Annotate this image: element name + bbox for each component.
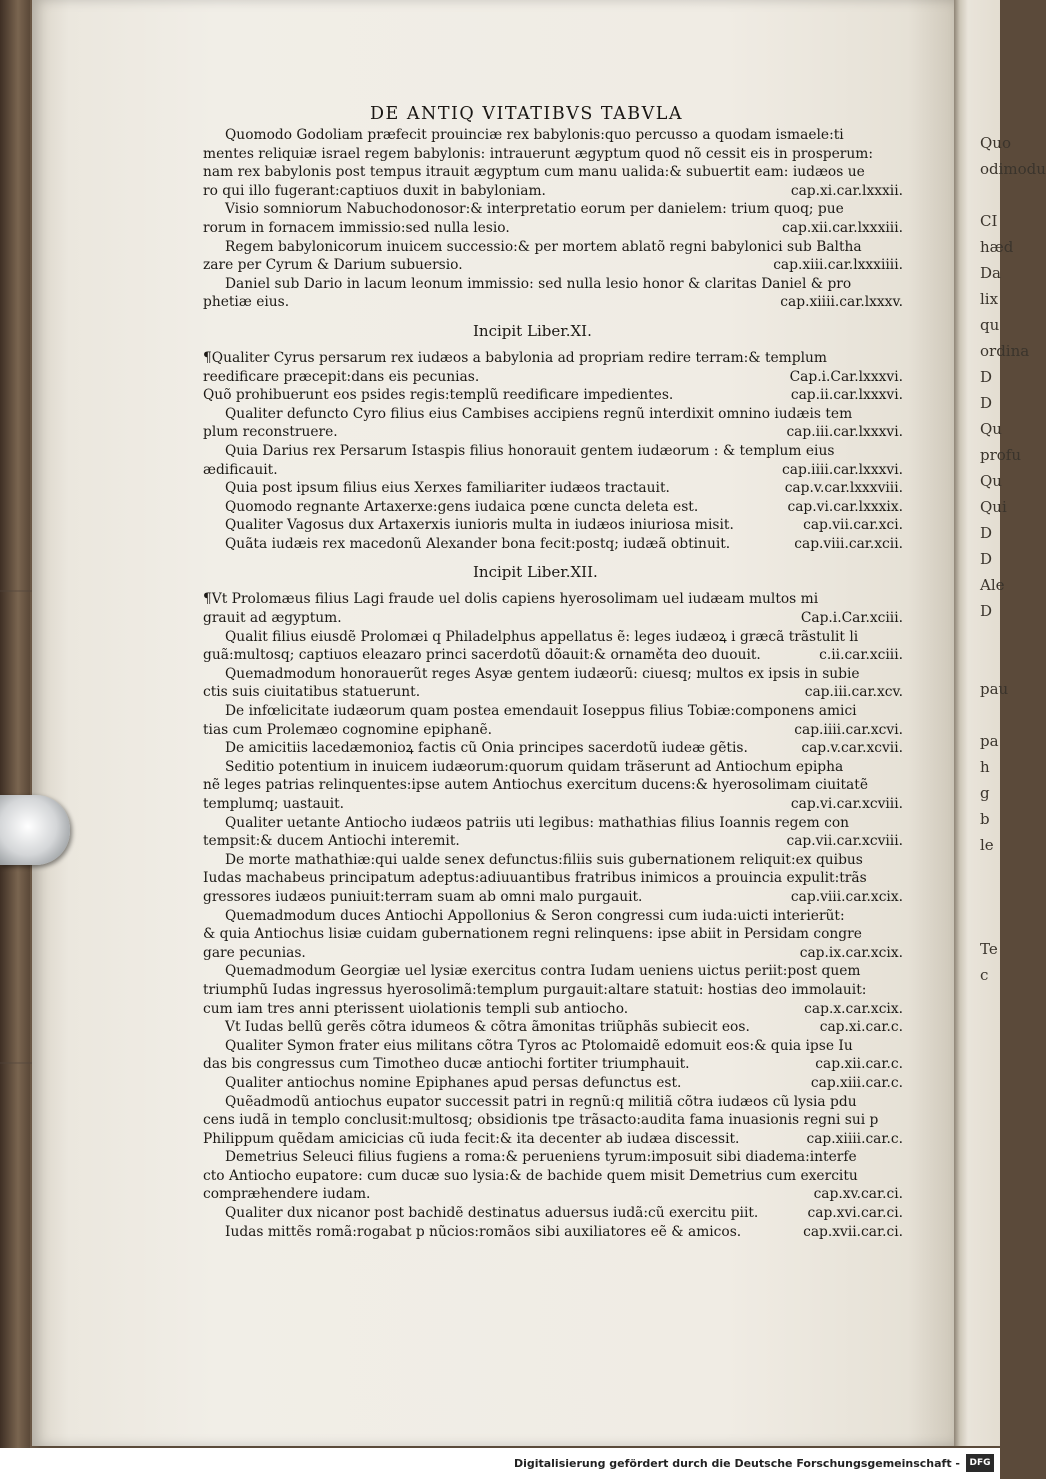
- entry-text: grauit ad ægyptum.: [203, 610, 342, 627]
- entry-text: mentes reliquiæ israel regem babylonis: intrauerunt ægyptum quod nõ cessit eis in prosperum:: [203, 145, 873, 162]
- chapter-heading: [203, 553, 903, 590]
- entry-text: cto Antiocho eupatore: cum ducæ suo lysia:& de bachide quem misit Demetrius cum exercitu: [203, 1167, 858, 1184]
- entry-line: [203, 739, 903, 758]
- chapter-reference: cap.xii.car.lxxxiii.: [782, 219, 903, 236]
- chapter-reference: Cap.i.Car.lxxxvi.: [789, 368, 903, 385]
- entry-text: compræhendere iudam.: [203, 1186, 371, 1203]
- entry-line: [203, 219, 903, 238]
- entry-line: [203, 145, 903, 164]
- entry-text: Quia Darius rex Persarum Istaspis filius honorauit gentem iudæorum : & templum eius: [225, 442, 835, 459]
- entry-text: nẽ leges patrias relinquentes:ipse autem Antiochus exercitum ducens:& hyerosolimam ciuitatẽ: [203, 777, 868, 794]
- entry-text: gare pecunias.: [203, 944, 306, 961]
- entry-line: [203, 1037, 903, 1056]
- chapter-reference: c.ii.car.xciii.: [819, 647, 903, 664]
- chapter-reference: cap.vi.car.xcviii.: [790, 796, 903, 812]
- entry-text: reedificare præcepit:dans eis pecunias.: [203, 368, 480, 385]
- entry-text: Daniel sub Dario in lacum leonum immissio: sed nulla lesio honor & claritas Daniel & pro: [225, 275, 852, 292]
- entry-text: gressores iudæos puniuit:terram suam ab omni malo purgauit.: [203, 888, 643, 905]
- entry-line: [203, 665, 903, 684]
- entry-text: guã:multosq; captiuos eleazaro princi sacerdotũ dõauit:& ornaměta deo duouit.: [203, 647, 761, 664]
- entry-text: Regem babylonicorum inuicem successio:& per mortem ablatõ regni babylonici sub Baltha: [225, 238, 862, 255]
- entry-line: [203, 758, 903, 777]
- entry-text: zare per Cyrum & Darium subuersio.: [203, 257, 463, 274]
- entry-line: [203, 944, 903, 963]
- entry-text: das bis congressus cum Timotheo ducæ antiochi fortiter triumphauit.: [203, 1056, 690, 1073]
- entry-text: Qualiter Vagosus dux Artaxerxis iunioris multa in iudæos iniuriosa misit.: [225, 517, 734, 534]
- entry-line: [203, 832, 903, 851]
- chapter-reference: cap.iii.car.lxxxvi.: [786, 424, 903, 441]
- entry-text: plum reconstruere.: [203, 424, 338, 441]
- entry-text: ro qui illo fugerant:captiuos duxit in babyloniam.: [203, 182, 546, 199]
- chapter-reference: cap.vii.car.xci.: [803, 517, 903, 534]
- entry-line: [203, 1185, 903, 1204]
- chapter-reference: cap.iiii.car.xcvi.: [794, 721, 903, 738]
- entry-line: [203, 256, 903, 275]
- entry-text: Quẽadmodũ antiochus eupator successit patri in regnũ:q militiã cõtra iudæos cũ lysia pdu: [225, 1093, 857, 1110]
- entry-text: Iudas mittẽs romã:rogabat p nũcios:romãos sibi auxiliatores eẽ & amicos.: [225, 1223, 742, 1240]
- entry-text: De infœlicitate iudæorum quam postea emendauit Ioseppus filius Tobiæ:componens amici: [225, 703, 857, 720]
- entry-line: [203, 646, 903, 665]
- entry-text: De morte mathathiæ:qui ualde senex defunctus:filiis suis gubernationem reliquit:ex quibus: [225, 851, 863, 868]
- chapter-reference: cap.viii.car.xcii.: [794, 535, 903, 552]
- entry-text: Philippum quẽdam amicicias cũ iuda fecit:& ita decenter ab iudæa discessit.: [203, 1130, 740, 1147]
- footer-bar: [0, 1448, 1000, 1479]
- entry-text: Quomodo Godoliam præfecit prouinciæ rex babylonis:quo percusso a quodam ismaele:ti: [225, 127, 844, 143]
- table-of-contents: [203, 126, 903, 1241]
- entry-text: Quemadmodum duces Antiochi Appollonius & Seron congressi cum iuda:uicti interierũt:: [225, 907, 845, 924]
- entry-text: ædificauit.: [203, 461, 278, 478]
- chapter-reference: Cap.i.Car.xciii.: [800, 610, 903, 627]
- entry-line: [203, 386, 903, 405]
- entry-line: [203, 1167, 903, 1186]
- chapter-reference: cap.xii.car.c.: [815, 1056, 903, 1073]
- entry-text: nam rex babylonis post tempus itrauit ægyptum cum manu ualida:& subuertit eam: iudæos ue: [203, 164, 865, 181]
- entry-line: [203, 1130, 903, 1149]
- entry-text: Quia post ipsum filius eius Xerxes familiariter iudæos tractauit.: [225, 480, 670, 497]
- entry-text: Qualiter Symon frater eius militans cõtra Tyros ac Ptolomaidẽ edomuit eos:& quia ipse Iu: [225, 1037, 853, 1054]
- entry-text: Seditio potentium in inuicem iudæorum:quorum quidam trãserunt ad Antiochum epipha: [225, 758, 844, 775]
- chapter-heading: [203, 312, 903, 349]
- entry-line: [203, 1204, 903, 1223]
- chapter-reference: cap.xiii.car.lxxxiiii.: [773, 257, 903, 274]
- entry-line: [203, 1000, 903, 1019]
- entry-text: ¶Qualiter Cyrus persarum rex iudæos a babylonia ad propriam redire terram:& templum: [203, 349, 827, 366]
- footer-credit: Digitalisierung gefördert durch die Deutsche Forschungsgemeinschaft -: [513, 1457, 960, 1470]
- entry-text: Visio somniorum Nabuchodonosor:& interpretatio eorum per danielem: trium quoq; pue: [225, 201, 844, 218]
- entry-line: [203, 628, 903, 647]
- entry-line: [203, 182, 903, 201]
- entry-line: [203, 1018, 903, 1037]
- facing-page-text: Quo odimodu CI hæd Da lix qu ordina D D Qu profu Qu Qui D D Ale D pau pa h g b le Te c: [980, 134, 1046, 984]
- entry-text: triumphũ Iudas ingressus hyerosolimã:templum purgauit:altare statuit: hostias deo immolauit:: [203, 981, 867, 998]
- entry-line: [203, 461, 903, 480]
- entry-line: [203, 962, 903, 981]
- chapter-heading-text: Incipit Liber.XII.: [473, 563, 598, 582]
- entry-line: [203, 126, 903, 145]
- entry-text: Iudas machabeus principatum adeptus:adiuuantibus fratribus inimicos a prouincia expulit:trãs: [203, 870, 867, 887]
- chapter-reference: cap.xvi.car.ci.: [807, 1205, 903, 1222]
- entry-text: Qualiter antiochus nomine Epiphanes apud persas defunctus est.: [225, 1074, 682, 1091]
- entry-text: Quõ prohibuerunt eos psides regis:templũ reedificare impedientes.: [203, 387, 674, 404]
- entry-text: De amicitiis lacedæmonioꝝ factis cũ Onia principes sacerdotũ iudeæ gẽtis.: [225, 740, 748, 757]
- entry-line: [203, 516, 903, 535]
- metal-clasp-icon: [0, 795, 70, 865]
- chapter-reference: cap.xiiii.car.c.: [806, 1130, 903, 1147]
- entry-line: [203, 1055, 903, 1074]
- entry-text: Qualiter uetante Antiocho iudæos patriis uti legibus: mathathias filius Ioannis regem con: [225, 814, 850, 831]
- entry-line: [203, 275, 903, 294]
- entry-line: [203, 405, 903, 424]
- entry-line: [203, 200, 903, 219]
- entry-text: Quomodo regnante Artaxerxe:gens iudaica pœne cuncta deleta est.: [225, 498, 699, 515]
- chapter-reference: cap.vii.car.xcviii.: [786, 833, 903, 850]
- chapter-reference: cap.ix.car.xcix.: [799, 944, 903, 961]
- chapter-reference: cap.xi.car.lxxxii.: [790, 182, 903, 199]
- entry-line: [203, 721, 903, 740]
- entry-line: [203, 163, 903, 182]
- entry-text: ctis suis ciuitatibus statuerunt.: [203, 684, 421, 701]
- entry-text: Qualit filius eiusdẽ Prolomæi q Philadelphus appellatus ẽ: leges iudæoꝝ i græcã trãstulit li: [225, 628, 859, 645]
- entry-line: [203, 702, 903, 721]
- entry-text: Quemadmodum honorauerũt reges Asyæ gentem iudæorũ: ciuesq; multos ex ipsis in subie: [225, 665, 860, 682]
- entry-text: & quia Antiochus lisiæ cuidam gubernationem regni relinquens: ipse abiit in Persidam congre: [203, 926, 862, 943]
- chapter-reference: cap.xvii.car.ci.: [803, 1223, 903, 1240]
- chapter-reference: cap.iii.car.xcv.: [804, 684, 903, 701]
- chapter-reference: cap.xv.car.ci.: [813, 1186, 903, 1203]
- entry-text: tias cum Prolemæo cognomine epiphanẽ.: [203, 721, 493, 738]
- chapter-reference: cap.vi.car.lxxxix.: [787, 498, 903, 515]
- entry-text: templumq; uastauit.: [203, 796, 345, 812]
- entry-text: phetiæ eius.: [203, 294, 290, 311]
- entry-text: cum iam tres anni pterissent uiolationis templi sub antiocho.: [203, 1000, 629, 1017]
- chapter-reference: cap.v.car.xcvii.: [801, 740, 903, 757]
- entry-line: [203, 683, 903, 702]
- entry-line: [203, 479, 903, 498]
- entry-line: [203, 851, 903, 870]
- page-header: DE ANTIQ VITATIBVS TABVLA: [370, 104, 684, 124]
- entry-line: [203, 349, 903, 368]
- chapter-reference: cap.xiiii.car.lxxxv.: [780, 294, 903, 311]
- entry-line: [203, 1223, 903, 1242]
- entry-text: cens iudã in templo conclusit:multosq; obsidionis tpe trãsacto:audita fama inuasionis regni sui p: [203, 1112, 879, 1129]
- chapter-reference: cap.ii.car.lxxxvi.: [790, 387, 903, 404]
- entry-line: [203, 238, 903, 257]
- entry-line: [203, 1093, 903, 1112]
- entry-line: [203, 368, 903, 387]
- chapter-reference: cap.viii.car.xcix.: [790, 888, 903, 905]
- chapter-reference: cap.x.car.xcix.: [804, 1000, 903, 1017]
- entry-line: [203, 1148, 903, 1167]
- entry-line: [203, 925, 903, 944]
- facing-page-edge: [954, 0, 1046, 1446]
- entry-text: tempsit:& ducem Antiochi interemit.: [203, 833, 460, 850]
- entry-text: Qualiter defuncto Cyro filius eius Cambises accipiens regnũ interdixit omnino iudæis tem: [225, 405, 853, 422]
- entry-line: [203, 776, 903, 795]
- entry-line: [203, 814, 903, 833]
- entry-text: ¶Vt Prolomæus filius Lagi fraude uel dolis capiens hyerosolimam uel iudæam multos mi: [203, 591, 819, 608]
- chapter-reference: cap.v.car.lxxxviii.: [784, 480, 903, 497]
- entry-line: [203, 498, 903, 517]
- entry-line: [203, 907, 903, 926]
- entry-line: [203, 535, 903, 554]
- entry-text: Qualiter dux nicanor post bachidẽ destinatus aduersus iudã:cũ exercitu piit.: [225, 1205, 759, 1222]
- entry-line: [203, 590, 903, 609]
- entry-text: Quãta iudæis rex macedonũ Alexander bona fecit:postq; iudæã obtinuit.: [225, 535, 731, 552]
- entry-line: [203, 869, 903, 888]
- entry-line: [203, 981, 903, 1000]
- entry-line: [203, 888, 903, 907]
- entry-line: [203, 423, 903, 442]
- chapter-reference: cap.iiii.car.lxxxvi.: [782, 461, 903, 478]
- entry-line: [203, 1111, 903, 1130]
- chapter-heading-text: Incipit Liber.XI.: [473, 321, 592, 340]
- entry-line: [203, 1074, 903, 1093]
- dfg-logo-icon: DFG: [966, 1454, 994, 1472]
- entry-line: [203, 442, 903, 461]
- entry-line: [203, 609, 903, 628]
- entry-line: [203, 293, 903, 312]
- entry-text: Quemadmodum Georgiæ uel lysiæ exercitus contra Iudam ueniens uictus periit:post quem: [225, 963, 861, 980]
- entry-text: rorum in fornacem immissio:sed nulla lesio.: [203, 219, 510, 236]
- entry-line: [203, 795, 903, 814]
- chapter-reference: cap.xiii.car.c.: [810, 1074, 903, 1091]
- entry-text: Demetrius Seleuci filius fugiens a roma:& perueniens tyrum:imposuit sibi diadema:interfe: [225, 1149, 857, 1166]
- entry-text: Vt Iudas bellũ gerẽs cõtra idumeos & cõtra ãmonitas triũphãs subiecit eos.: [225, 1019, 750, 1036]
- chapter-reference: cap.xi.car.c.: [819, 1019, 903, 1036]
